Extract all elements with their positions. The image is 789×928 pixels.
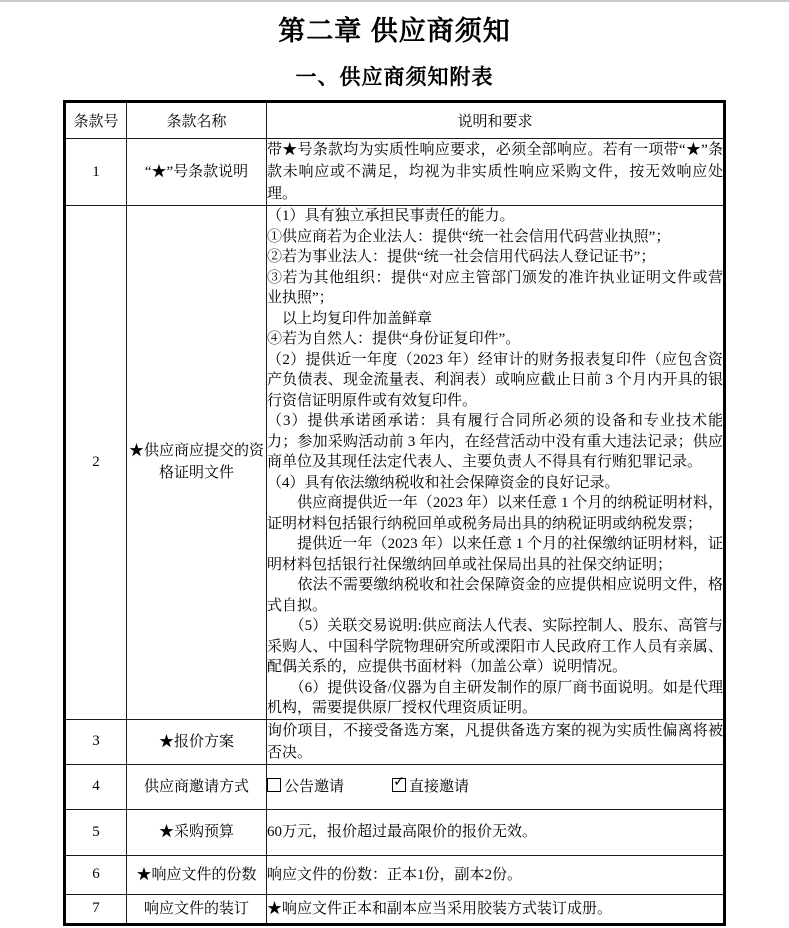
table-row xyxy=(65,206,725,720)
paragraph: 依法不需要缴纳税收和社会保障资金的应提供相应说明文件，格式自拟。 xyxy=(267,577,723,614)
clause-name: “★”号条款说明 xyxy=(127,139,267,206)
clause-no: 3 xyxy=(65,719,127,764)
clause-no: 6 xyxy=(65,855,127,894)
paragraph: ④若为自然人：提供“身份证复印件”。 xyxy=(267,331,521,347)
header-clause-no: 条款号 xyxy=(65,102,127,139)
header-description: 说明和要求 xyxy=(267,102,725,139)
clause-description: 带★号条款均为实质性响应要求，必须全部响应。若有一项带“★”条款未响应或不满足，均视为非实质性响应采购文件，按无效响应处理。 xyxy=(267,139,725,206)
table-row xyxy=(65,719,725,764)
paragraph: （3）提供承诺函承诺：具有履行合同所必须的设备和专业技术能力；参加采购活动前 3 年内，在经营活动中没有重大违法记录；供应商单位及其现任法定代表人、主要负责人不得具有行贿犯罪记录。 xyxy=(267,413,723,470)
scan-artifact-line xyxy=(0,0,789,2)
paragraph: （4）具有依法缴纳税收和社会保障资金的良好记录。 xyxy=(267,474,620,491)
paragraph: （1）具有独立承担民事责任的能力。 xyxy=(267,208,515,224)
clause-no: 7 xyxy=(65,894,127,924)
clause-name: 响应文件的装订 xyxy=(127,894,267,924)
check-mark-icon: ✓ xyxy=(393,773,405,790)
clause-no: 4 xyxy=(65,764,127,809)
clause-description: 响应文件的份数：正本1份，副本2份。 xyxy=(267,855,725,894)
clause-description: 60万元，报价超过最高限价的报价无效。 xyxy=(267,809,725,855)
paragraph: （5）关联交易说明:供应商法人代表、实际控制人、股东、高管与采购人、中国科学院物理研究所或溧阳市人民政府工作人员有亲属、配偶关系的，应提供书面材料（加盖公章）说明情况。 xyxy=(267,618,723,675)
header-clause-name: 条款名称 xyxy=(127,102,267,139)
paragraph: （6）提供设备/仪器为自主研发制作的原厂商书面说明。如是代理机构，需要提供原厂授权代理资质证明。 xyxy=(267,679,723,716)
clause-description: ★响应文件正本和副本应当采用胶装方式装订成册。 xyxy=(267,894,725,924)
clause-name: ★供应商应提交的资格证明文件 xyxy=(127,206,267,720)
paragraph: （2）提供近一年度（2023 年）经审计的财务报表复印件（应包含资产负债表、现金流量表、利润表）或响应截止日前 3 个月内开具的银行资信证明原件或有效复印件。 xyxy=(267,351,723,409)
table-row xyxy=(65,855,725,894)
clause-name: 供应商邀请方式 xyxy=(127,764,267,809)
clause-name: ★报价方案 xyxy=(127,719,267,764)
paragraph: 提供近一年（2023 年）以来任意 1 个月的社保缴纳证明材料，证明材料包括银行社保缴纳回单或社保局出具的社保交纳证明； xyxy=(267,536,723,573)
supplier-notice-table xyxy=(63,100,726,926)
clause-no: 2 xyxy=(65,206,127,720)
table-row xyxy=(65,809,725,855)
table-row xyxy=(65,139,725,206)
clause-description xyxy=(267,206,725,720)
option-public-invitation xyxy=(267,779,344,795)
invitation-method-options xyxy=(267,764,725,809)
option-label: 直接邀请 xyxy=(409,778,470,795)
clause-name: ★响应文件的份数 xyxy=(127,855,267,894)
table-row xyxy=(65,764,725,809)
clause-description: 询价项目，不接受备选方案，凡提供备选方案的视为实质性偏离将被否决。 xyxy=(267,719,725,764)
option-direct-invitation xyxy=(392,773,470,795)
table-row xyxy=(65,894,725,924)
section-subtitle: 一、供应商须知附表 xyxy=(295,66,494,89)
paragraph: 供应商提供近一年（2023 年）以来任意 1 个月的纳税证明材料，证明材料包括银行纳税回单或税务局出具的纳税证明或纳税发票； xyxy=(267,495,723,532)
clause-name: ★采购预算 xyxy=(127,809,267,855)
paragraph: 以上均复印件加盖鲜章 xyxy=(267,310,433,327)
clause-no: 1 xyxy=(65,139,127,206)
checkbox-unchecked-icon[interactable] xyxy=(267,778,281,792)
table-header-row xyxy=(65,102,725,139)
chapter-title: 第二章 供应商须知 xyxy=(278,16,511,46)
paragraph: ②若为事业法人：提供“统一社会信用代码法人登记证书”； xyxy=(267,249,656,265)
option-label: 公告邀请 xyxy=(284,778,345,795)
paragraph: ③若为其他组织：提供“对应主管部门颁发的准许执业证明文件或营业执照”； xyxy=(267,269,723,306)
checkbox-checked-icon[interactable] xyxy=(392,773,406,792)
paragraph: ①供应商若为企业法人：提供“统一社会信用代码营业执照”； xyxy=(267,228,671,245)
clause-no: 5 xyxy=(65,809,127,855)
